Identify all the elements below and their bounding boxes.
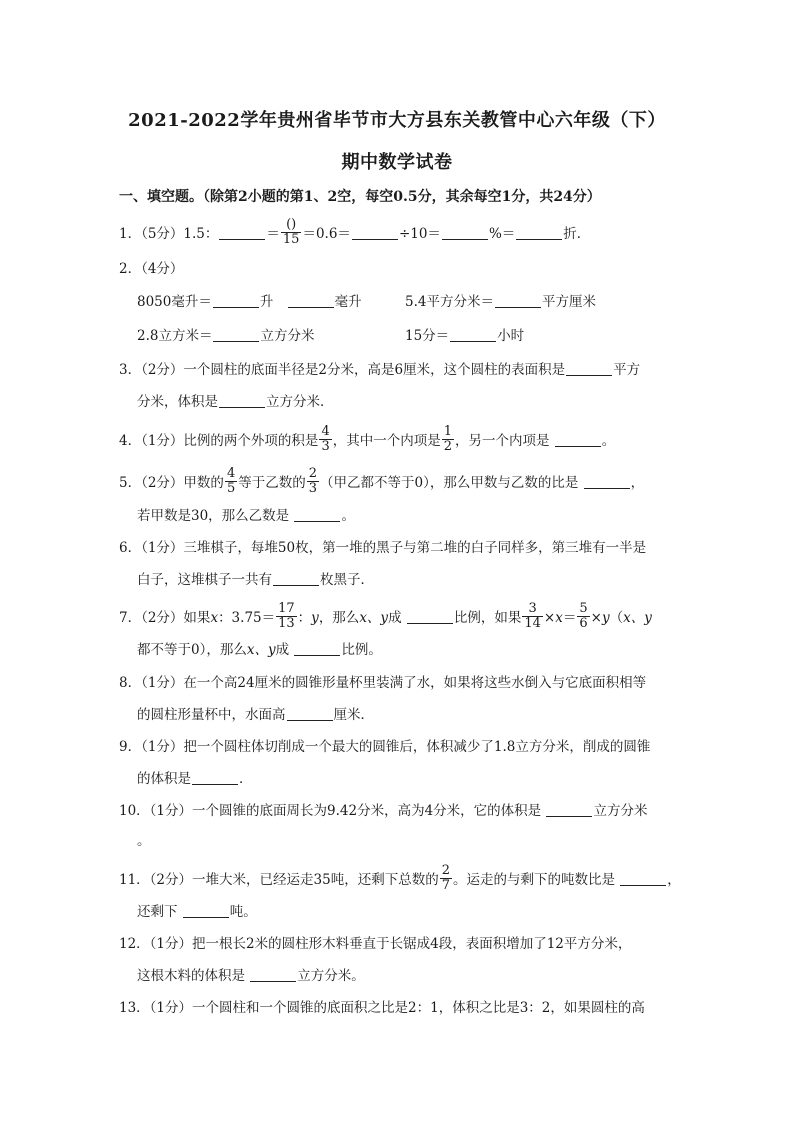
question-6-cont: 白子，这堆棋子一共有 枚黑子． — [137, 572, 374, 588]
question-8-cont: 的圆柱形量杯中，水面高 厘米． — [137, 707, 374, 723]
answer-blank[interactable] — [288, 293, 334, 308]
fraction: $\frac{3}{14}$ — [524, 601, 541, 631]
answer-blank[interactable] — [584, 474, 630, 489]
answer-blank[interactable] — [516, 225, 562, 240]
answer-blank[interactable] — [213, 293, 259, 308]
question-2-row-2: 2.8立方米＝ 立方分米 — [137, 328, 315, 344]
question-1: 1．（5分）1.5： ＝ $\frac{()}{15}$ ＝0.6＝ ÷10＝ %＝ 折． — [119, 217, 591, 247]
answer-blank[interactable] — [294, 507, 340, 522]
question-10: 10．（1分）一个圆锥的底面周长为9.42分米，高为4分米，它的体积是 立方分米 — [119, 803, 648, 819]
answer-blank[interactable] — [219, 225, 265, 240]
question-2: 2．（4分） — [119, 261, 184, 277]
answer-blank[interactable] — [192, 770, 238, 785]
answer-blank[interactable] — [250, 967, 296, 982]
question-12-cont: 这根木料的体积是 立方分米。 — [137, 968, 365, 984]
question-3: 3．（2分）一个圆柱的底面半径是2分米，高是6厘米，这个圆柱的表面积是 平方 — [119, 362, 641, 378]
answer-blank[interactable] — [183, 903, 229, 918]
fraction: $\frac{4}{3}$ — [321, 424, 330, 454]
question-8: 8．（1分）在一个高24厘米的圆锥形量杯里装满了水，如果将这些水倒入与它底面积相等 — [119, 675, 647, 691]
question-2-row-1b: 5.4平方分米＝ 平方厘米 — [405, 294, 596, 310]
question-7-cont: 都不等于0），那么x、y成 比例。 — [137, 642, 382, 658]
answer-blank[interactable] — [442, 225, 488, 240]
question-9: 9．（1分）把一个圆柱体切削成一个最大的圆锥后，体积减少了1.8立方分米，削成的圆锥 — [119, 739, 651, 755]
section-heading: 一、填空题。（除第2小题的第1、2空，每空0.5分，其余每空1分，共24分） — [119, 189, 601, 205]
question-3-cont: 分米，体积是 立方分米． — [137, 394, 334, 410]
question-6: 6．（1分）三堆棋子，每堆50枚，第一堆的黑子与第二堆的白子同样多，第三堆有一半是 — [119, 540, 647, 556]
fraction: $\frac{2}{7}$ — [441, 863, 450, 893]
question-10-cont: 。 — [137, 833, 151, 849]
answer-blank[interactable] — [294, 641, 340, 656]
fraction: $\frac{()}{15}$ — [282, 217, 300, 247]
answer-blank[interactable] — [450, 327, 496, 342]
answer-blank[interactable] — [287, 706, 333, 721]
question-9-cont: 的体积是 ． — [137, 771, 253, 787]
question-7: 7．（2分）如果x：3.75＝ $\frac{17}{13}$ ：y，那么x、y成 比例，如果 $\frac{3}{14}$ ×x＝ $\frac{5}{6}$ ×y（x、y — [119, 601, 652, 631]
question-13: 13．（1分）一个圆柱和一个圆锥的底面积之比是2：1，体积之比是3：2，如果圆柱的高 — [119, 1000, 645, 1016]
question-11: 11．（2分）一堆大米，已经运走35吨，还剩下总数的 $\frac{2}{7}$ 。运走的与剩下的吨数比是 ， — [119, 863, 681, 893]
fraction: $\frac{4}{5}$ — [226, 466, 236, 496]
answer-blank[interactable] — [566, 361, 612, 376]
fraction: $\frac{5}{6}$ — [579, 601, 588, 631]
question-12: 12．（1分）把一根长2米的圆柱形木料垂直于长锯成4段，表面积增加了12平方分米， — [119, 936, 632, 952]
question-5: 5．（2分）甲数的 $\frac{4}{5}$ 等于乙数的 $\frac{2}{3}$ （甲乙都不等于0），那么甲数与乙数的比是 ， — [119, 466, 645, 496]
exam-subtitle: 期中数学试卷 — [341, 152, 453, 173]
fraction: $\frac{17}{13}$ — [278, 601, 295, 631]
question-2-row-1: 8050毫升＝ 升 毫升 — [137, 294, 362, 310]
question-11-cont: 还剩下 吨。 — [137, 904, 257, 920]
answer-blank[interactable] — [219, 393, 265, 408]
question-2-row-2b: 15分＝ 小时 — [405, 328, 525, 344]
answer-blank[interactable] — [495, 293, 541, 308]
answer-blank[interactable] — [213, 327, 259, 342]
question-4: 4．（1分）比例的两个外项的积是 $\frac{4}{3}$ ，其中一个内项是 $\frac{1}{2}$ ，另一个内项是 。 — [119, 424, 616, 454]
exam-title: 2021-2022学年贵州省毕节市大方县东关教管中心六年级（下） — [128, 110, 666, 131]
answer-blank[interactable] — [620, 871, 666, 886]
answer-blank[interactable] — [273, 571, 319, 586]
fraction: $\frac{1}{2}$ — [443, 424, 452, 454]
answer-blank[interactable] — [407, 609, 453, 624]
question-5-cont: 若甲数是30，那么乙数是 。 — [137, 508, 355, 524]
fraction: $\frac{2}{3}$ — [308, 466, 317, 496]
answer-blank[interactable] — [555, 432, 601, 447]
answer-blank[interactable] — [352, 225, 398, 240]
answer-blank[interactable] — [546, 802, 592, 817]
